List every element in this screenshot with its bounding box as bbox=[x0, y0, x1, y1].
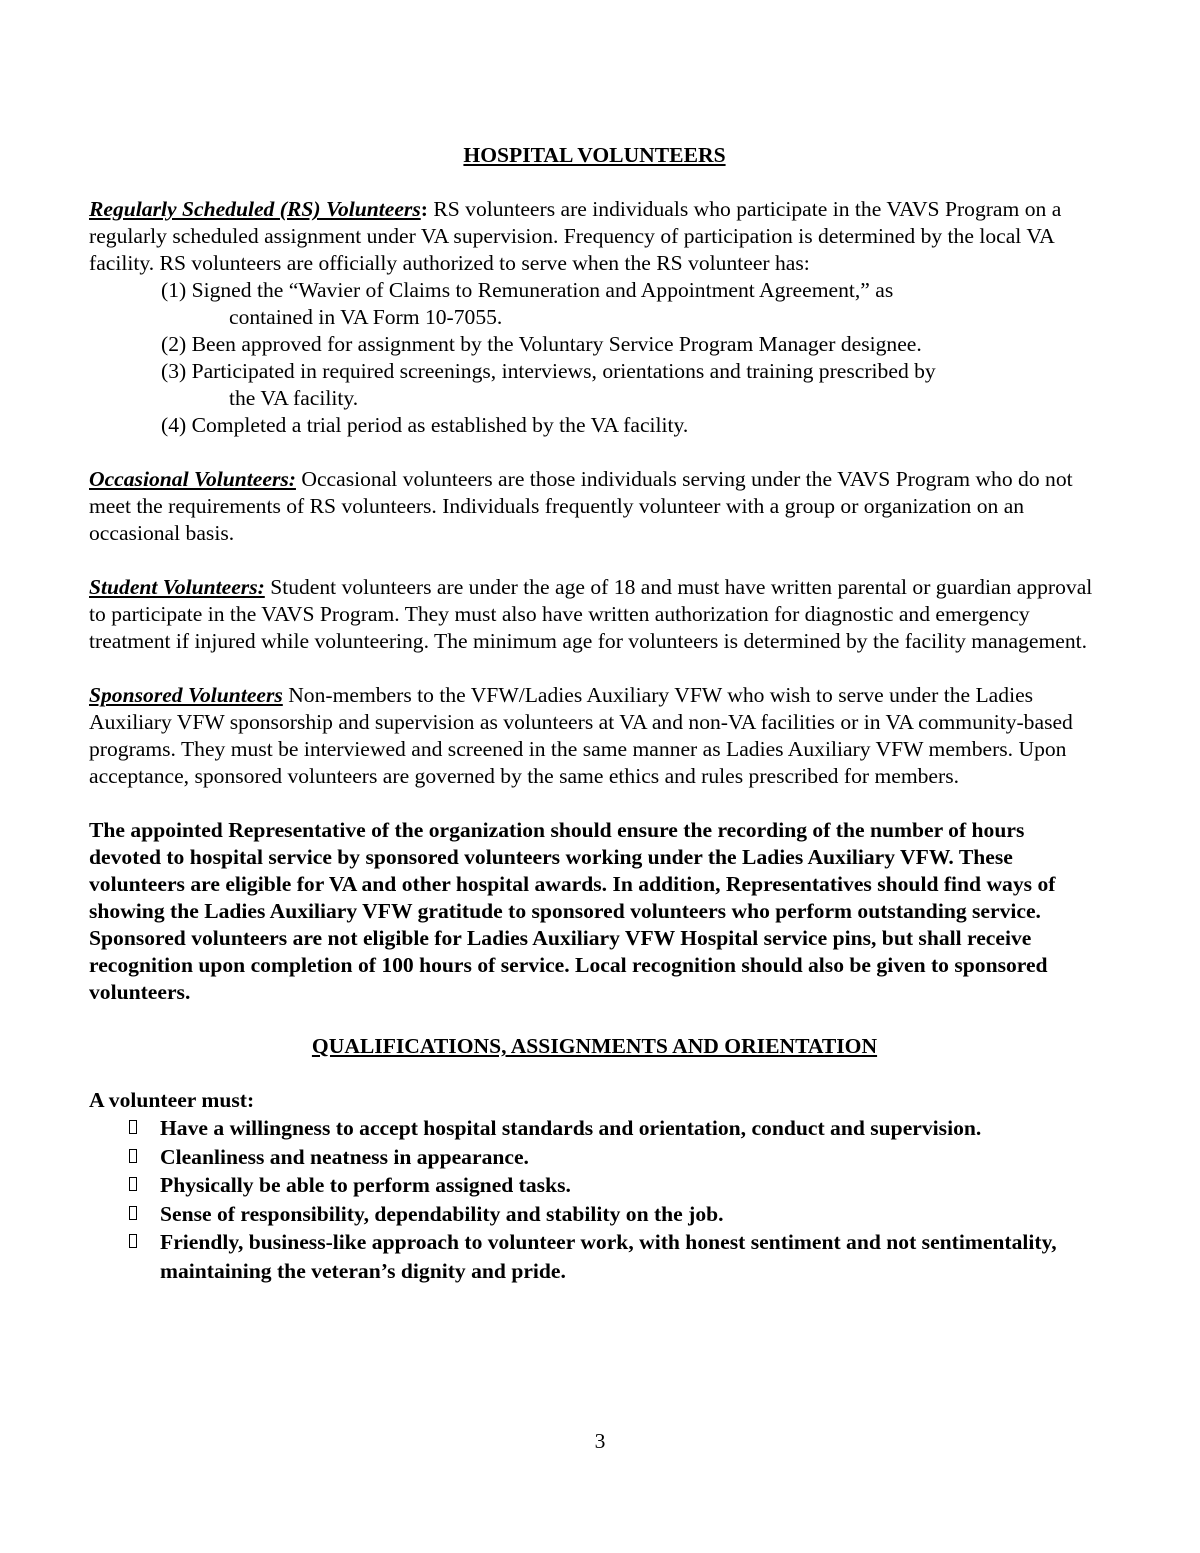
qualification-item bbox=[129, 1228, 1100, 1285]
qualification-item bbox=[129, 1114, 1100, 1143]
page-title: HOSPITAL VOLUNTEERS bbox=[463, 143, 726, 167]
rs-requirement-item bbox=[161, 277, 1100, 331]
qualification-item bbox=[129, 1200, 1100, 1229]
spacer bbox=[89, 790, 1100, 817]
spacer bbox=[89, 655, 1100, 682]
occasional-volunteers-paragraph bbox=[89, 466, 1100, 547]
sponsored-volunteers-text: Non-members to the VFW/Ladies Auxiliary VFW who wish to serve under the Ladies Auxiliary VFW sponsorship and supervision as volunteers at VA and non-VA facilities or in VA community-based programs. They must be interviewed and screened in the same manner as Ladies Auxiliary VFW members. Upon acceptance, sponsored volunteers are governed by the same ethics and rules prescribed for members. bbox=[89, 683, 1073, 788]
student-volunteers-term: Student Volunteers: bbox=[89, 575, 265, 599]
qualification-text: Have a willingness to accept hospital standards and orientation, conduct and supervision. bbox=[160, 1116, 982, 1140]
qualification-text: Friendly, business-like approach to volunteer work, with honest sentiment and not sentimentality, maintaining the veteran’s dignity and pride. bbox=[160, 1230, 1057, 1283]
rs-volunteers-term: Regularly Scheduled (RS) Volunteers bbox=[89, 197, 421, 221]
qualification-text: Sense of responsibility, dependability and stability on the job. bbox=[160, 1201, 724, 1226]
rs-requirement-text: (2) Been approved for assignment by the Voluntary Service Program Manager designee. bbox=[161, 332, 922, 356]
rs-volunteers-text: RS volunteers are individuals who participate in the VAVS Program on a regularly scheduled assignment under VA supervision. Frequency of participation is determined by the local VA facility. RS volunteers are officially authorized to serve when the RS volunteer has: bbox=[89, 197, 1062, 275]
rs-requirement-continuation: contained in VA Form 10-7055. bbox=[229, 305, 503, 329]
checkbox-bullet-icon bbox=[129, 1120, 137, 1134]
rs-requirement-continuation: the VA facility. bbox=[229, 386, 359, 410]
representative-paragraph: The appointed Representative of the organization should ensure the recording of the number of hours devoted to hospital service by sponsored volunteers working under the Ladies Auxiliary VFW. These volunteers are eligible for VA and other hospital awards. In addition, Representatives should find ways of showing the Ladies Auxiliary VFW gratitude to sponsored volunteers who perform outstanding service. Sponsored volunteers are not eligible for Ladies Auxiliary VFW Hospital service pins, but shall receive recognition upon completion of 100 hours of service. Local recognition should also be given to sponsored volunteers. bbox=[89, 818, 1056, 1004]
checkbox-bullet-icon bbox=[129, 1206, 137, 1220]
qualifications-heading: QUALIFICATIONS, ASSIGNMENTS AND ORIENTATION bbox=[311, 1034, 878, 1058]
rs-requirement-text: (3) Participated in required screenings, interviews, orientations and training prescribed by bbox=[161, 359, 936, 383]
page-number: 3 bbox=[594, 1429, 606, 1453]
spacer bbox=[89, 547, 1100, 574]
rs-requirement-item bbox=[161, 331, 1100, 358]
occasional-volunteers-text: Occasional volunteers are those individuals serving under the VAVS Program who do not meet the requirements of RS volunteers. Individuals frequently volunteer with a group or organization on an occasional basis. bbox=[89, 467, 1073, 545]
rs-colon: : bbox=[420, 197, 428, 221]
student-volunteers-text: Student volunteers are under the age of 18 and must have written parental or guardian approval to participate in the VAVS Program. They must also have written authorization for diagnostic and emergency treatment if injured while volunteering. The minimum age for volunteers is determined by the facility management. bbox=[89, 575, 1093, 653]
qualification-text: Cleanliness and neatness in appearance. bbox=[160, 1144, 529, 1169]
spacer bbox=[89, 1006, 1100, 1033]
checkbox-bullet-icon bbox=[129, 1149, 137, 1163]
occasional-volunteers-term: Occasional Volunteers: bbox=[89, 467, 296, 491]
rs-requirement-item bbox=[161, 412, 1100, 439]
rs-requirement-item bbox=[161, 358, 1100, 412]
sponsored-volunteers-paragraph bbox=[89, 682, 1100, 790]
checkbox-bullet-icon bbox=[129, 1177, 137, 1191]
sponsored-volunteers-term: Sponsored Volunteers bbox=[89, 683, 283, 707]
qualification-item bbox=[129, 1143, 1100, 1172]
checkbox-bullet-icon bbox=[129, 1234, 137, 1248]
spacer bbox=[89, 169, 1100, 196]
qualifications-lead: A volunteer must: bbox=[89, 1088, 255, 1112]
spacer bbox=[89, 1060, 1100, 1087]
qualifications-list bbox=[89, 1114, 1100, 1285]
rs-requirement-text: (4) Completed a trial period as established by the VA facility. bbox=[161, 413, 689, 437]
rs-requirements-list bbox=[89, 277, 1100, 439]
qualification-text: Physically be able to perform assigned tasks. bbox=[160, 1173, 571, 1197]
rs-requirement-text: (1) Signed the “Wavier of Claims to Remuneration and Appointment Agreement,” as bbox=[161, 278, 894, 302]
rs-volunteers-paragraph bbox=[89, 196, 1100, 277]
qualification-item bbox=[129, 1171, 1100, 1200]
student-volunteers-paragraph bbox=[89, 574, 1100, 655]
spacer bbox=[89, 439, 1100, 466]
